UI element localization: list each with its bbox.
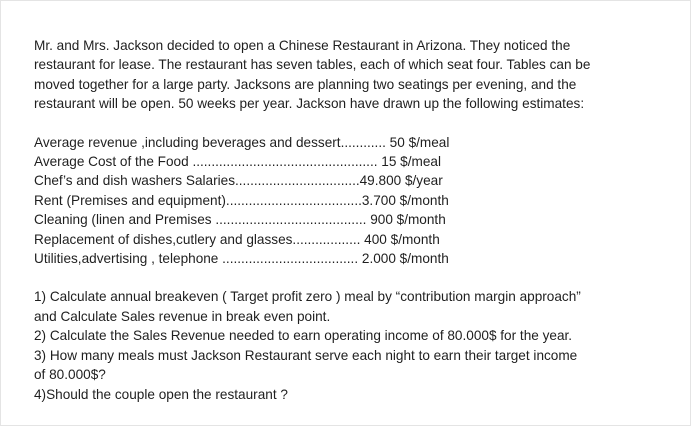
question-1-line-1: 1) Calculate annual breakeven ( Target profit zero ) meal by “contribution margin approach” [34, 289, 581, 305]
estimate-rent: Rent (Premises and equipment)....................................3.700 $/month [34, 192, 449, 208]
question-4: 4)Should the couple open the restaurant ? [34, 386, 288, 402]
intro-line: restaurant for lease. The restaurant has seven tables, each of which seat four. Tables can be [34, 57, 591, 73]
question-3-line-1: 3) How many meals must Jackson Restaurant serve each night to earn their target income [34, 347, 578, 363]
estimate-food-cost: Average Cost of the Food ................................................. 15 $/meal [34, 154, 441, 170]
question-2: 2) Calculate the Sales Revenue needed to earn operating income of 80.000$ for the year. [34, 328, 573, 344]
question-1-line-2: and Calculate Sales revenue in break even point. [34, 308, 331, 324]
document-body [34, 36, 674, 404]
estimate-cleaning: Cleaning (linen and Premises ........................................ 900 $/month [34, 212, 446, 228]
estimates-list [34, 133, 674, 269]
questions-list [34, 287, 674, 403]
question-3-line-2: of 80.000$? [34, 367, 106, 383]
estimate-replacement: Replacement of dishes,cutlery and glasses.................. 400 $/month [34, 231, 440, 247]
estimate-salaries: Chef’s and dish washers Salaries.................................49.800 $/year [34, 173, 443, 189]
estimate-average-revenue: Average revenue ,including beverages and dessert............ 50 $/meal [34, 134, 450, 150]
intro-paragraph [34, 36, 674, 114]
intro-line: Mr. and Mrs. Jackson decided to open a Chinese Restaurant in Arizona. They noticed the [34, 38, 571, 53]
estimate-utilities: Utilities,advertising , telephone .................................... 2.000 $/month [34, 251, 449, 267]
intro-line: moved together for a large party. Jacksons are planning two seatings per evening, and the [34, 76, 577, 92]
intro-line: restaurant will be open. 50 weeks per year. Jackson have drawn up the following estimates: [34, 96, 585, 112]
